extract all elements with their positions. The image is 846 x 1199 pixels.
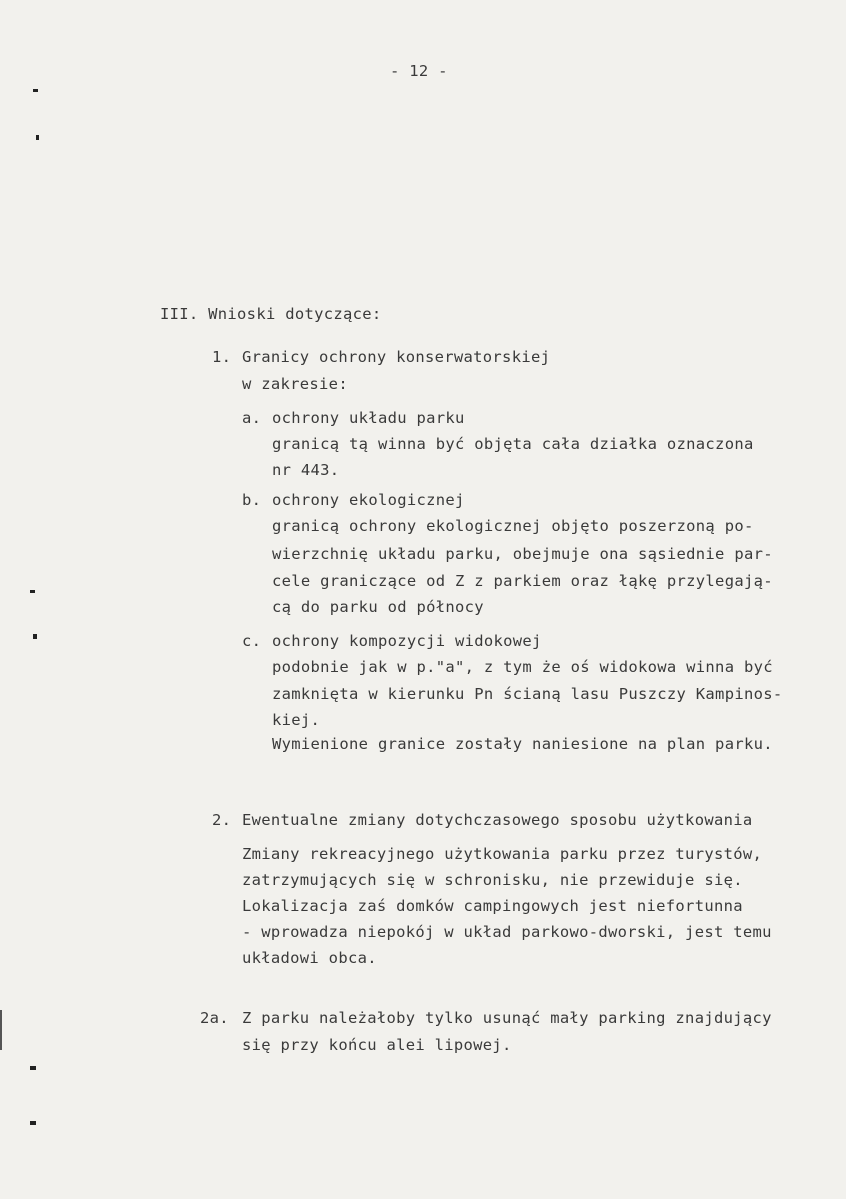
sub-title: ochrony kompozycji widokowej xyxy=(272,632,542,650)
margin-mark xyxy=(30,1066,36,1070)
paragraph-line: Zmiany rekreacyjnego użytkowania parku przez turystów, xyxy=(242,845,763,863)
paragraph-line: granicą tą winna być objęta cała działka oznaczona xyxy=(272,435,754,453)
paragraph-line: Wymienione granice zostały naniesione na plan parku. xyxy=(272,735,773,753)
paragraph-line: Z parku należałoby tylko usunąć mały parking znajdujący xyxy=(242,1009,772,1027)
paragraph-line: nr 443. xyxy=(272,461,340,479)
section-heading: III. Wnioski dotyczące: xyxy=(160,305,382,323)
item-number: 2a. xyxy=(200,1009,229,1027)
margin-mark xyxy=(33,634,37,639)
page-number: - 12 - xyxy=(390,62,448,80)
item-title: Granicy ochrony konserwatorskiej xyxy=(242,348,551,366)
paragraph-line: wierzchnię układu parku, obejmuje ona sąsiednie par- xyxy=(272,545,773,563)
paragraph-line: Lokalizacja zaś domków campingowych jest niefortunna xyxy=(242,897,743,915)
item-number: 2. xyxy=(212,811,232,829)
paragraph-line: cele graniczące od Z z parkiem oraz łąkę przylegają- xyxy=(272,572,773,590)
paragraph-line: cą do parku od północy xyxy=(272,598,484,616)
sub-label: a. xyxy=(242,409,262,427)
paragraph-line: układowi obca. xyxy=(242,949,377,967)
paragraph-line: się przy końcu alei lipowej. xyxy=(242,1036,512,1054)
paragraph-line: granicą ochrony ekologicznej objęto poszerzoną po- xyxy=(272,517,754,535)
margin-mark xyxy=(30,1121,36,1125)
item-number: 1. xyxy=(212,348,232,366)
paragraph-line: zamknięta w kierunku Pn ścianą lasu Puszczy Kampinos- xyxy=(272,685,783,703)
sub-title: ochrony ekologicznej xyxy=(272,491,465,509)
sub-label: b. xyxy=(242,491,262,509)
margin-mark xyxy=(30,590,35,593)
paragraph-line: podobnie jak w p."a", z tym że oś widokowa winna być xyxy=(272,658,773,676)
item-title: Ewentualne zmiany dotychczasowego sposobu użytkowania xyxy=(242,811,753,829)
sub-label: c. xyxy=(242,632,262,650)
margin-mark xyxy=(36,135,39,140)
sub-title: ochrony układu parku xyxy=(272,409,465,427)
page-edge-shadow xyxy=(0,1010,2,1050)
paragraph-line: zatrzymujących się w schronisku, nie przewiduje się. xyxy=(242,871,743,889)
paragraph-line: - wprowadza niepokój w układ parkowo-dworski, jest temu xyxy=(242,923,772,941)
item-title: w zakresie: xyxy=(242,375,348,393)
margin-mark xyxy=(33,89,38,92)
paragraph-line: kiej. xyxy=(272,711,321,729)
